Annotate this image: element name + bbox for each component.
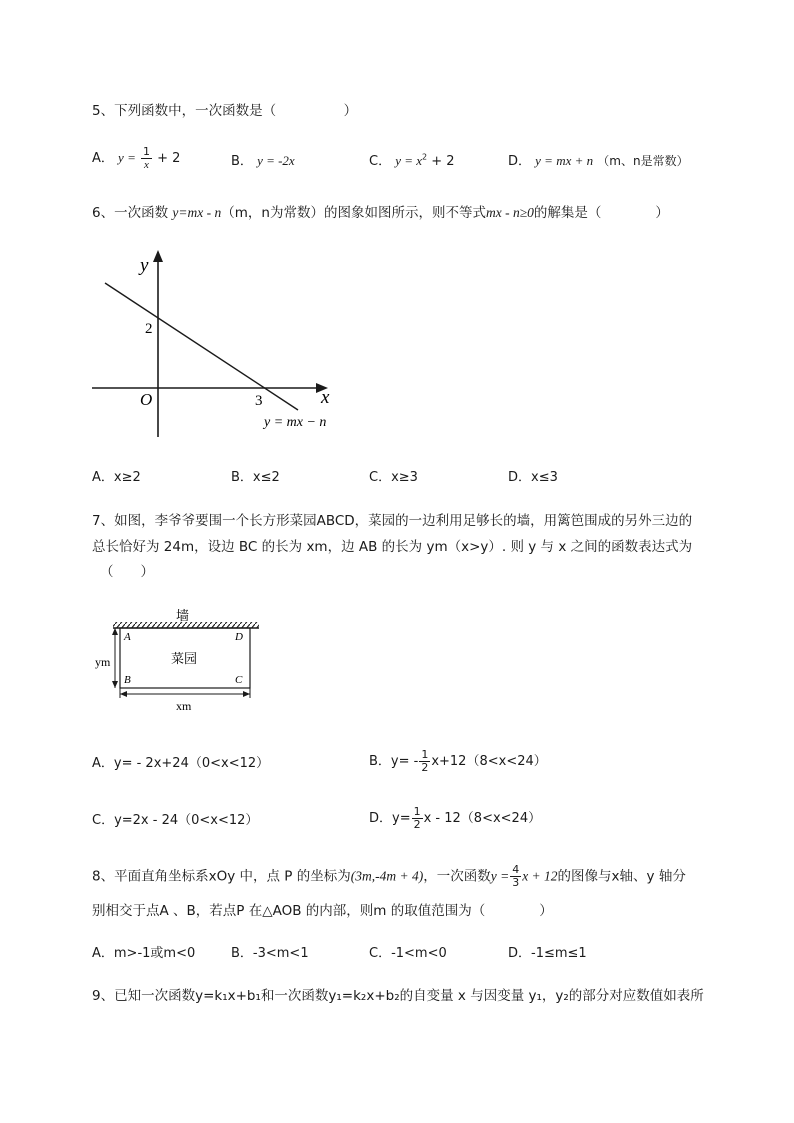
q7-y-dimension-arrow-bottom [112, 681, 118, 688]
q6-option-c: C．x≥3 [369, 470, 418, 485]
q5-option-d-note: （m、n是常数） [597, 154, 689, 168]
q8-option-d: D．-1≤m≤1 [508, 946, 587, 961]
q5-option-b-label: B． [231, 154, 253, 169]
q7-option-d-post: x - 12（8<x<24） [423, 811, 542, 826]
q7-option-d-num: 1 [413, 805, 421, 818]
q6-option-a: A．x≥2 [92, 470, 141, 485]
q5-option-c [369, 150, 455, 169]
q5-option-d [508, 150, 689, 169]
q5-option-a-fraction [141, 146, 152, 171]
q6-line-label: y = mx − n [264, 415, 327, 430]
q9-line-1: 9、已知一次函数y=k₁x+b₁和一次函数y₁=k₂x+b₂的自变量 x 与因变量 y₁，y₂的部分对应数值如表所 [92, 988, 704, 1004]
q7-wall-label: 墙 [176, 609, 190, 624]
q5-option-a-post: + 2 [157, 151, 181, 166]
q6-y-intercept-label: 2 [145, 321, 153, 337]
q8-fn-post: x + 12 [522, 868, 558, 884]
q7-garden-label: 菜园 [171, 652, 198, 667]
q5-option-c-pre: y = x [395, 153, 423, 168]
q7-line-2: 总长恰好为 24m，设边 BC 的长为 xm，边 AB 的长为 ym（x>y）. 则 y 与 x 之间的函数表达式为 [92, 539, 693, 555]
q7-option-b-fraction [419, 749, 430, 774]
q6-function-line [105, 283, 298, 410]
q5-option-a-pre: y = [118, 150, 136, 165]
q6-x-intercept-label: 3 [255, 393, 263, 409]
q7-option-d [369, 806, 541, 831]
q7-option-b-num: 1 [421, 748, 429, 761]
q8-line-1-c: 的图像与x轴、y 轴分 [557, 868, 686, 885]
q7-x-dimension-arrow-left [120, 691, 127, 697]
q6-stem-a: 6、一次函数 [92, 205, 173, 221]
q8-fn-den: 3 [512, 876, 520, 889]
q7-vertex-d: D [235, 631, 243, 643]
q6-stem-ineq: mx - n≥0 [485, 205, 534, 220]
q6-option-b: B．x≤2 [231, 470, 280, 485]
q7-option-b [369, 749, 547, 774]
q7-vertex-a: A [124, 631, 131, 643]
q5-option-b-text: y = -2x [257, 153, 295, 168]
q6-option-d: D．x≤3 [508, 470, 558, 485]
q8-option-b: B．-3<m<1 [231, 946, 309, 961]
q8-line-1-a: 8、平面直角坐标系xOy 中，点 P 的坐标为 [92, 868, 351, 885]
q7-line-1: 7、如图，李爷爷要围一个长方形菜园ABCD，菜园的一边利用足够长的墙，用篱笆围成的另外三边的 [92, 513, 693, 529]
q8-fn-fraction [510, 864, 521, 889]
q5-option-d-text: y = mx + n [535, 153, 594, 168]
q5-option-c-sup: 2 [422, 152, 428, 162]
q5-option-a-num: 1 [142, 145, 150, 158]
q5-option-a [92, 146, 180, 171]
q7-xm-label: xm [176, 699, 192, 713]
q5-option-a-den: x [144, 159, 149, 171]
q8-option-a: A．m>-1或m<0 [92, 946, 196, 961]
q7-option-d-pre: D．y= [369, 811, 411, 826]
q7-option-d-den: 2 [413, 818, 421, 831]
q5-option-a-label: A． [92, 151, 114, 166]
q6-stem [92, 201, 669, 221]
q6-origin-label: O [140, 390, 153, 409]
q5-option-c-post: + 2 [431, 154, 455, 169]
q6-y-axis-label: y [140, 255, 149, 276]
q7-line-3: （ ） [100, 564, 154, 580]
q8-option-c: C．-1<m<0 [369, 946, 447, 961]
q8-line-2: 别相交于点A 、B，若点P 在△AOB 的内部，则m 的取值范围为（ ） [92, 903, 553, 919]
q7-option-a: A．y= - 2x+24（0<x<12） [92, 756, 270, 771]
q8-line-1 [92, 864, 686, 889]
q7-vertex-b: B [124, 674, 131, 686]
q7-option-b-den: 2 [421, 761, 429, 774]
q8-coordinate: (3m,-4m + 4) [350, 868, 424, 884]
q6-graph [80, 245, 350, 445]
q6-stem-fn: y=mx - n [172, 205, 222, 220]
q6-stem-b: （m，n为常数）的图象如图所示，则不等式 [221, 205, 486, 221]
q6-stem-c: 的解集是（ ） [533, 205, 669, 221]
q5-option-c-label: C． [369, 154, 392, 169]
q7-ym-label: ym [95, 655, 111, 669]
q5-stem: 5、下列函数中，一次函数是（ ） [92, 103, 358, 119]
q8-fn-pre: y = [490, 868, 510, 884]
q5-option-d-label: D． [508, 154, 532, 169]
q7-figure [95, 606, 270, 718]
q5-option-b [231, 150, 295, 169]
q7-option-b-post: x+12（8<x<24） [431, 754, 547, 769]
q6-y-axis-arrow [153, 250, 163, 262]
q7-x-dimension-arrow-right [243, 691, 250, 697]
q7-option-c: C．y=2x - 24（0<x<12） [92, 813, 259, 828]
q7-vertex-c: C [235, 674, 243, 686]
q7-option-d-fraction [412, 806, 423, 831]
q8-line-1-b: ，一次函数 [423, 868, 491, 885]
q7-y-dimension-arrow-top [112, 628, 118, 635]
q7-option-b-pre: B．y= - [369, 754, 419, 769]
q6-x-axis-label: x [321, 387, 330, 408]
q8-fn-num: 4 [512, 863, 520, 876]
